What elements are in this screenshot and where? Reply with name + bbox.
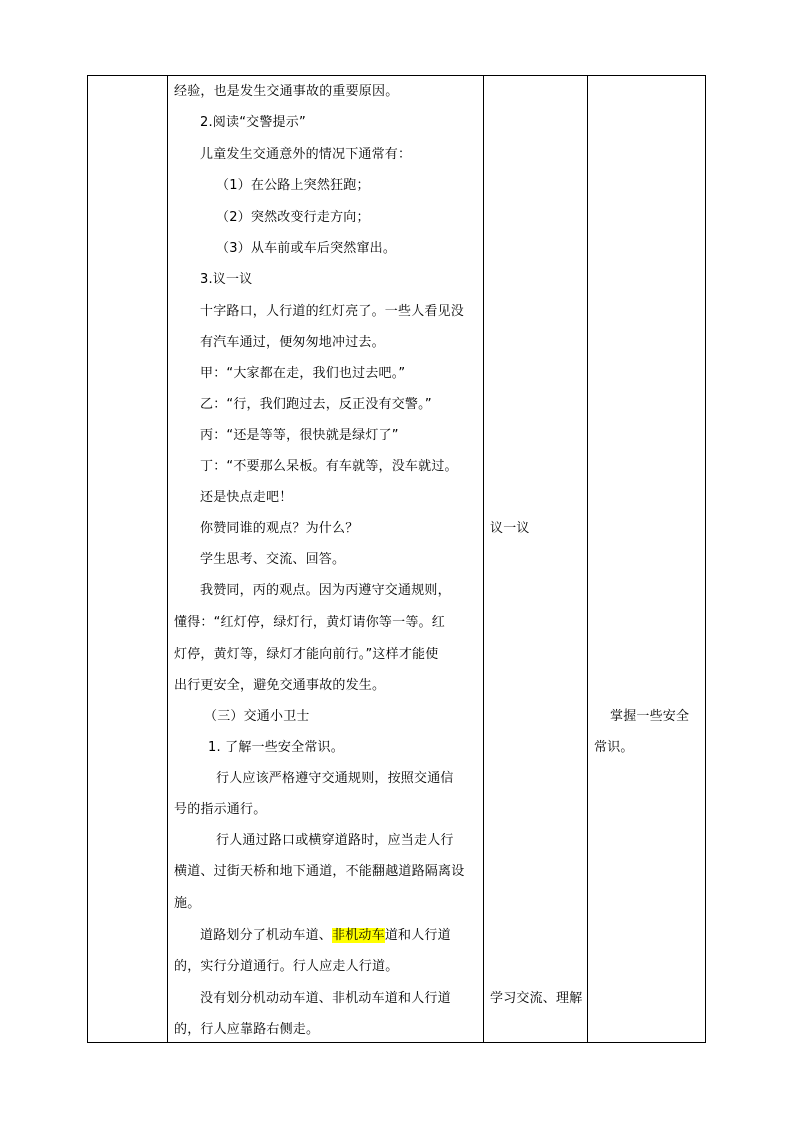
lesson-content-cell (168, 76, 483, 1042)
text-line: （2）突然改变行走方向； (216, 210, 370, 225)
text-line: 灯停，黄灯等，绿灯才能向前行。”这样才能使 (174, 647, 439, 662)
text-line: 乙：“行，我们跑过去，反正没有交警。” (200, 397, 432, 412)
text-line: 3.议一议 (200, 272, 253, 287)
goal-cell (588, 76, 705, 1042)
text-line: （1）在公路上突然狂跑； (216, 178, 370, 193)
text-line: 还是快点走吧！ (200, 490, 293, 505)
activity-discuss: 议一议 (490, 521, 530, 536)
text-line: （3）从车前或车后突然窜出。 (216, 241, 397, 256)
text-line: 行人通过路口或横穿道路时，应当走人行 (216, 833, 454, 848)
text-line: 横道、过街天桥和地下通道，不能翻越道路隔离设 (174, 864, 465, 879)
text-line: 儿童发生交通意外的情况下通常有： (200, 147, 412, 162)
text-line: 经验，也是发生交通事故的重要原因。 (174, 84, 399, 99)
text-line: 十字路口，人行道的红灯亮了。一些人看见没 (200, 304, 465, 319)
goal-line: 常识。 (594, 740, 634, 755)
text-line: 甲：“大家都在走，我们也过去吧。” (200, 366, 406, 381)
text-line: 没有划分机动动车道、非机动车道和人行道 (200, 991, 451, 1006)
text-line: 懂得：“红灯停，绿灯行，黄灯请你等一等。红 (174, 615, 445, 630)
text-line: 你赞同谁的观点？为什么？ (200, 521, 359, 536)
text-line: 学生思考、交流、回答。 (200, 552, 346, 567)
lesson-table (87, 75, 706, 1043)
text-line: 丙：“还是等等，很快就是绿灯了” (200, 428, 399, 443)
text-line: 的，实行分道通行。行人应走人行道。 (174, 959, 399, 974)
activity-cell (484, 76, 587, 1042)
text-line: 出行更安全，避免交通事故的发生。 (174, 678, 386, 693)
text-line: 有汽车通过，便匆匆地冲过去。 (200, 335, 385, 350)
road-text-pre: 道路划分了机动车道、 (200, 928, 333, 943)
empty-cell (88, 76, 167, 1042)
section-heading: （三）交通小卫士 (204, 709, 310, 724)
text-line: 号的指示通行。 (174, 802, 267, 817)
activity-study: 学习交流、理解 (490, 991, 583, 1006)
text-line: 我赞同，丙的观点。因为丙遵守交通规则， (200, 583, 451, 598)
text-line-road-division (200, 927, 451, 945)
highlighted-term: 非机动车 (332, 928, 385, 943)
text-line: 2.阅读“交警提示” (200, 115, 306, 130)
road-text-post: 道和人行道 (384, 928, 451, 943)
text-line: 施。 (174, 896, 201, 911)
text-line: 行人应该严格遵守交通规则，按照交通信 (216, 771, 454, 786)
text-line: 的，行人应靠路右侧走。 (174, 1022, 320, 1037)
text-line: 1. 了解一些安全常识。 (208, 740, 344, 755)
goal-line: 掌握一些安全 (610, 709, 690, 724)
text-line: 丁：“不要那么呆板。有车就等，没车就过。 (200, 459, 458, 474)
